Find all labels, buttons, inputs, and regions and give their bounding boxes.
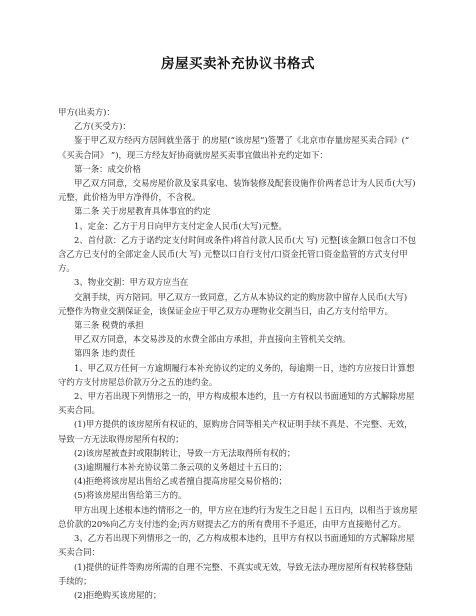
- document-paragraph: (5)将该房屋出售给第三方的。: [74, 490, 187, 501]
- document-paragraph: 甲乙双方同意，本交易涉及的水费全部由方承担，并直接向主管机关交纳。: [74, 334, 351, 345]
- document-paragraph: (4)拒绝将该房屋出售给乙或者擅自提高房屋交易价格的；: [74, 476, 287, 487]
- document-paragraph: (2)拒绝购买该房屋的；: [74, 589, 162, 600]
- document-paragraph: 甲方(出卖方)：: [58, 107, 115, 117]
- document-paragraph: 第一条：成交价格: [74, 163, 141, 174]
- document-paragraph: (1)提供的证件等购房所需的自理不完整、不真实或无效，导致无法办理房屋所有权转移登陆手续的；: [58, 561, 413, 586]
- document-paragraph: 第二条 关于房屋教育具体事宜的约定: [74, 206, 211, 217]
- document-paragraph: 1、定金：乙方于月日向甲方支付定金人民币(大写)元整。: [74, 220, 287, 231]
- document-paragraph: 2、甲方若出现下列情形之一的，甲方构成根本违约，且一方有权以书面通知的方式解除房屋买卖合同。: [58, 391, 415, 416]
- document-paragraph: 鉴于甲乙双方经丙方居间就坐落于 的房屋(“该房屋”)签署了《北京市存量房屋买卖合同》(“ 《买卖合同》 ”)，现三方经友好协商就房屋买卖事宜做出补充约定如下：: [58, 135, 410, 160]
- document-paragraph: 交割手续，丙方陪同。甲乙双方一致同意，乙方从本协议约定的购房款中留存人民币(大写) 元整作为物业交割保证金，该保证金应于甲乙双方办理物业交割当日，由乙方支付给甲方。: [58, 291, 408, 316]
- document-paragraph: (1)甲方提供的该房屋所有权证的，原购房合同等相关产权证明手续不真是、不完整、无效，导致一方无法取得房屋所有权的；: [58, 419, 413, 444]
- document-paragraph: 甲方出现上述根本违约情形之一的，甲方应在违约行为发生之日起丨五日内，以相当于该房屋总价款的20%向乙方支付违约金;丙方财提去乙方的所有费用不予退还，由甲方直接赔付乙方。: [58, 504, 418, 529]
- document-paragraph: 3、物业交割：甲方双方应当在: [74, 277, 189, 288]
- document-paragraph: 甲乙双方同意，交易房屋价款及家具家电、装饰装修及配套设施作价两者总计为人民币(大写) 元整，此价格为甲方净得价，不含税。: [58, 178, 416, 203]
- document-paragraph: (3)逾期履行本补充协议第二条云项的义务超过十五日的；: [74, 462, 287, 473]
- document-paragraph: 3、乙方若出现下列情形之一的，乙方构成根本违约，且甲方有权以书面通知的方式解除房屋买卖合同：: [58, 533, 415, 558]
- document-paragraph: 1、甲乙双方任何一方逾期履行本补充协议约定的义务的，每逾期一日，违约方应按日计算想守约方支付房屋总价款万分之五的违约金。: [58, 362, 415, 387]
- document-body: [58, 105, 418, 602]
- document-paragraph: 乙方(买受方)：: [74, 121, 131, 132]
- document-paragraph: 第三条 税费的承担: [74, 320, 144, 331]
- document-paragraph: 第四条 违约责任: [74, 348, 136, 359]
- document-paragraph: 2、首付款：乙方于诺约定支付时间或条件)将首付款人民币(大 写) 元整[该金额口包含口不包含乙方已支付的全部定金人民币(大 写) 元整以口自行支付/口资金托管口资金监管的方式支付甲方。: [58, 234, 416, 274]
- document-paragraph: (2)该房屋被查封或限制转让，导致一方无法取得所有权的；: [74, 447, 296, 458]
- document-title: 房屋买卖补充协议书格式: [161, 56, 315, 72]
